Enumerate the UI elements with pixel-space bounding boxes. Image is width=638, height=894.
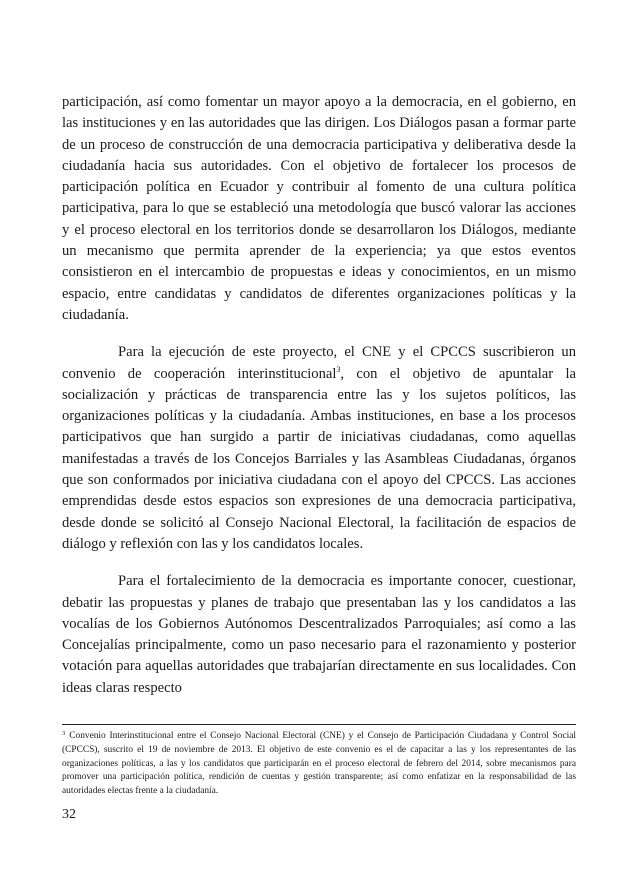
footnote-divider [62, 724, 576, 725]
footnote-reference[interactable]: 3 [336, 364, 341, 374]
paragraph-3: Para el fortalecimiento de la democracia es importante conocer, cuestionar, debatir las propuestas y planes de trabajo que presentaban las y los candidatos a las vocalías de los Gobiernos Autónomos Descentralizados Parroquiales; así como a las Concejalías principalmente, como un paso necesario para el razonamiento y posterior votación para aquellas autoridades que trabajarían directamente en sus localidades. Con ideas claras respecto [62, 573, 576, 696]
paragraph-1: participación, así como fomentar un mayor apoyo a la democracia, en el gobierno, en las instituciones y en las autoridades que las dirigen. Los Diálogos pasan a formar parte de un proceso de construcción de una democracia participativa y deliberativa desde la ciudadanía hacia sus autoridades. Con el objetivo de fortalecer los procesos de participación política en Ecuador y contribuir al fomento de una cultura política participativa, para lo que se estableció una metodología que buscó valorar las acciones y el proceso electoral en los territorios donde se desarrollaron los Diálogos, mediante un mecanismo que permita aprender de la experiencia; ya que estos eventos consistieron en el intercambio de propuestas e ideas y conocimientos, en un mismo espacio, entre candidatas y candidatos de diferentes organizaciones políticas y la ciudadanía. [62, 94, 576, 323]
page-number: 32 [62, 807, 76, 822]
footnote-text: Convenio Interinstitucional entre el Consejo Nacional Electoral (CNE) y el Consejo de Participación Ciudadana y Control Social (CPCCS), suscrito el 19 de noviembre de 2013. El objetivo de este convenio es el de capacitar a las y los representantes de las organizaciones políticas, a las y los candidatos que participarán en el proceso electoral de febrero del 2014, sobre mecanismos para promover una participación política, rendición de cuentas y gestión transparente; así como enfatizar en la responsabilidad de las autoridades electas frente a la ciudadanía. [62, 731, 576, 797]
footnote-marker: 3 [62, 730, 66, 737]
paragraph-2-text-before: Para la ejecución de este proyecto, el CNE y el CPCCS suscribieron un convenio de cooperación interinstitucional [62, 344, 576, 382]
footnote [62, 730, 576, 799]
paragraph-2 [62, 342, 576, 555]
body-text [62, 92, 576, 699]
paragraph-2-text-after: , con el objetivo de apuntalar la socialización y prácticas de transparencia entre las y los sujetos políticos, las organizaciones políticas y la ciudadanía. Ambas instituciones, en base a los procesos participativos que han surgido a partir de iniciativas ciudadanas, como aquellas manifestadas a través de los Concejos Barriales y las Asambleas Ciudadanas, órganos que son conformados por iniciativa ciudadana con el apoyo del CPCCS. Las acciones emprendidas desde estos espacios son expresiones de una democracia participativa, desde donde se solicitó al Consejo Nacional Electoral, la facilitación de espacios de diálogo y reflexión con las y los candidatos locales. [62, 365, 576, 552]
